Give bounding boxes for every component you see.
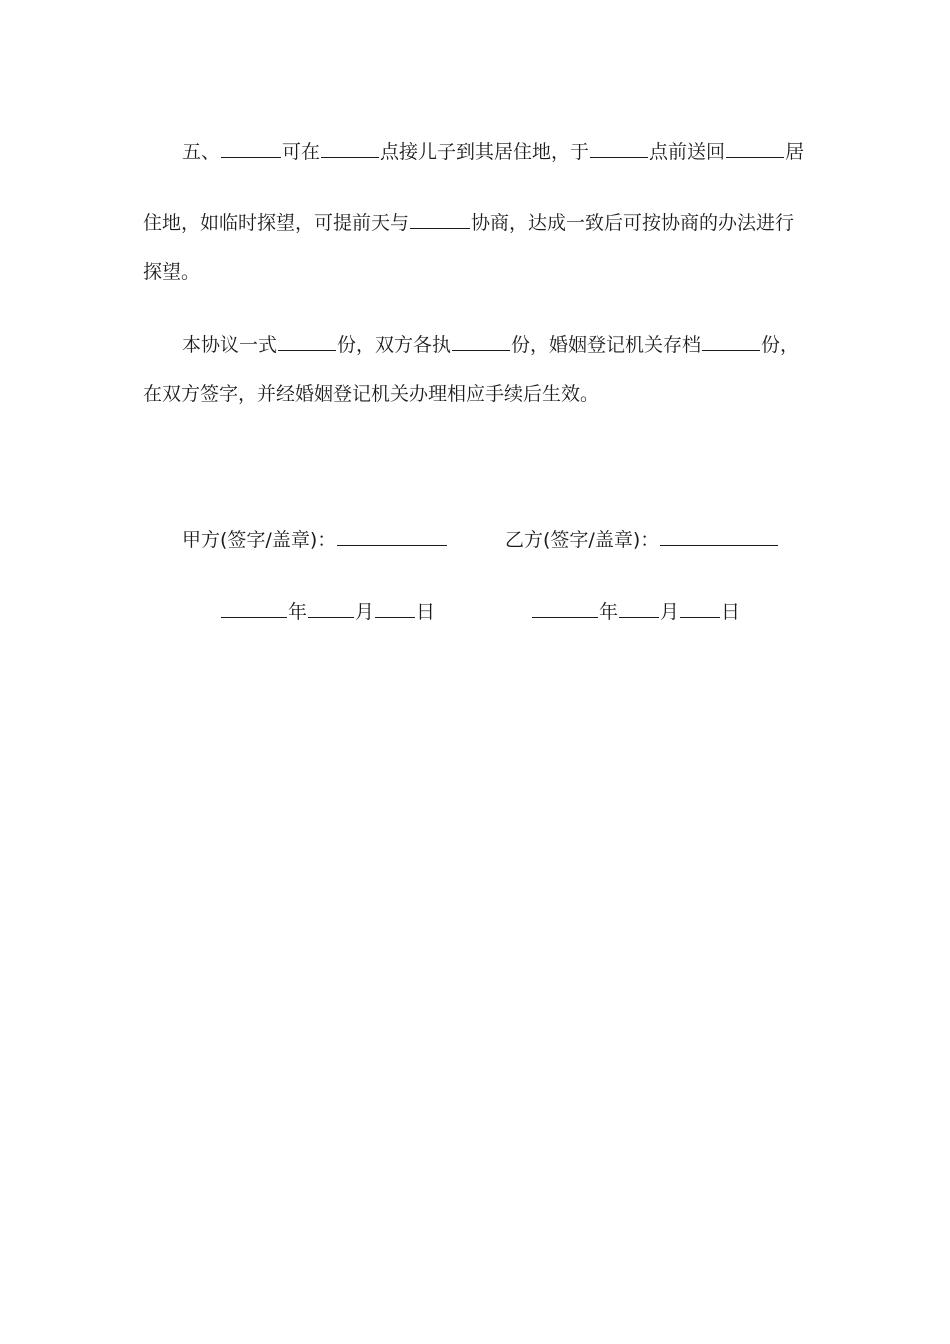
clause5-text: 五、 [182, 141, 221, 163]
blank-field[interactable] [221, 139, 281, 158]
day-field[interactable] [680, 599, 720, 618]
clause5-line3: 探望。 [143, 261, 201, 283]
year-label: 年 [288, 601, 308, 623]
party-b-signature [505, 527, 779, 552]
clause5-line2 [143, 210, 794, 235]
year-field[interactable] [221, 599, 287, 618]
year-field[interactable] [532, 599, 598, 618]
month-label: 月 [355, 601, 375, 623]
party-a-signature-field[interactable] [337, 527, 447, 546]
party-b-label: 乙方(签字/盖章)： [505, 529, 660, 551]
copies-line2: 在双方签字，并经婚姻登记机关办理相应手续后生效。 [143, 383, 600, 405]
clause5-text: 点接儿子到其居住地，于 [380, 141, 590, 163]
party-b-signature-field[interactable] [660, 527, 778, 546]
copies-line1 [182, 332, 799, 357]
blank-field[interactable] [726, 139, 784, 158]
day-label: 日 [416, 601, 436, 623]
month-field[interactable] [619, 599, 659, 618]
month-field[interactable] [308, 599, 354, 618]
blank-field[interactable] [321, 139, 379, 158]
blank-field[interactable] [278, 332, 336, 351]
day-label: 日 [721, 601, 741, 623]
blank-field[interactable] [452, 332, 510, 351]
party-a-date [220, 599, 435, 624]
month-label: 月 [660, 601, 680, 623]
blank-field[interactable] [702, 332, 760, 351]
clause5-text: 居 [785, 141, 805, 163]
clause5-line1 [182, 139, 804, 164]
copies-text: 份，婚姻登记机关存档 [511, 334, 702, 356]
copies-text: 份， [761, 334, 800, 356]
party-a-label: 甲方(签字/盖章)： [182, 529, 337, 551]
party-a-signature [182, 527, 448, 552]
party-b-date [531, 599, 740, 624]
year-label: 年 [599, 601, 619, 623]
blank-field[interactable] [590, 139, 648, 158]
copies-text: 份，双方各执 [337, 334, 452, 356]
clause5-text: 住地，如临时探望，可提前天与 [143, 212, 410, 234]
day-field[interactable] [375, 599, 415, 618]
clause5-text: 点前送回 [649, 141, 726, 163]
clause5-text: 可在 [282, 141, 321, 163]
blank-field[interactable] [410, 210, 470, 229]
copies-text: 本协议一式 [182, 334, 278, 356]
clause5-text: 协商，达成一致后可按协商的办法进行 [471, 212, 795, 234]
